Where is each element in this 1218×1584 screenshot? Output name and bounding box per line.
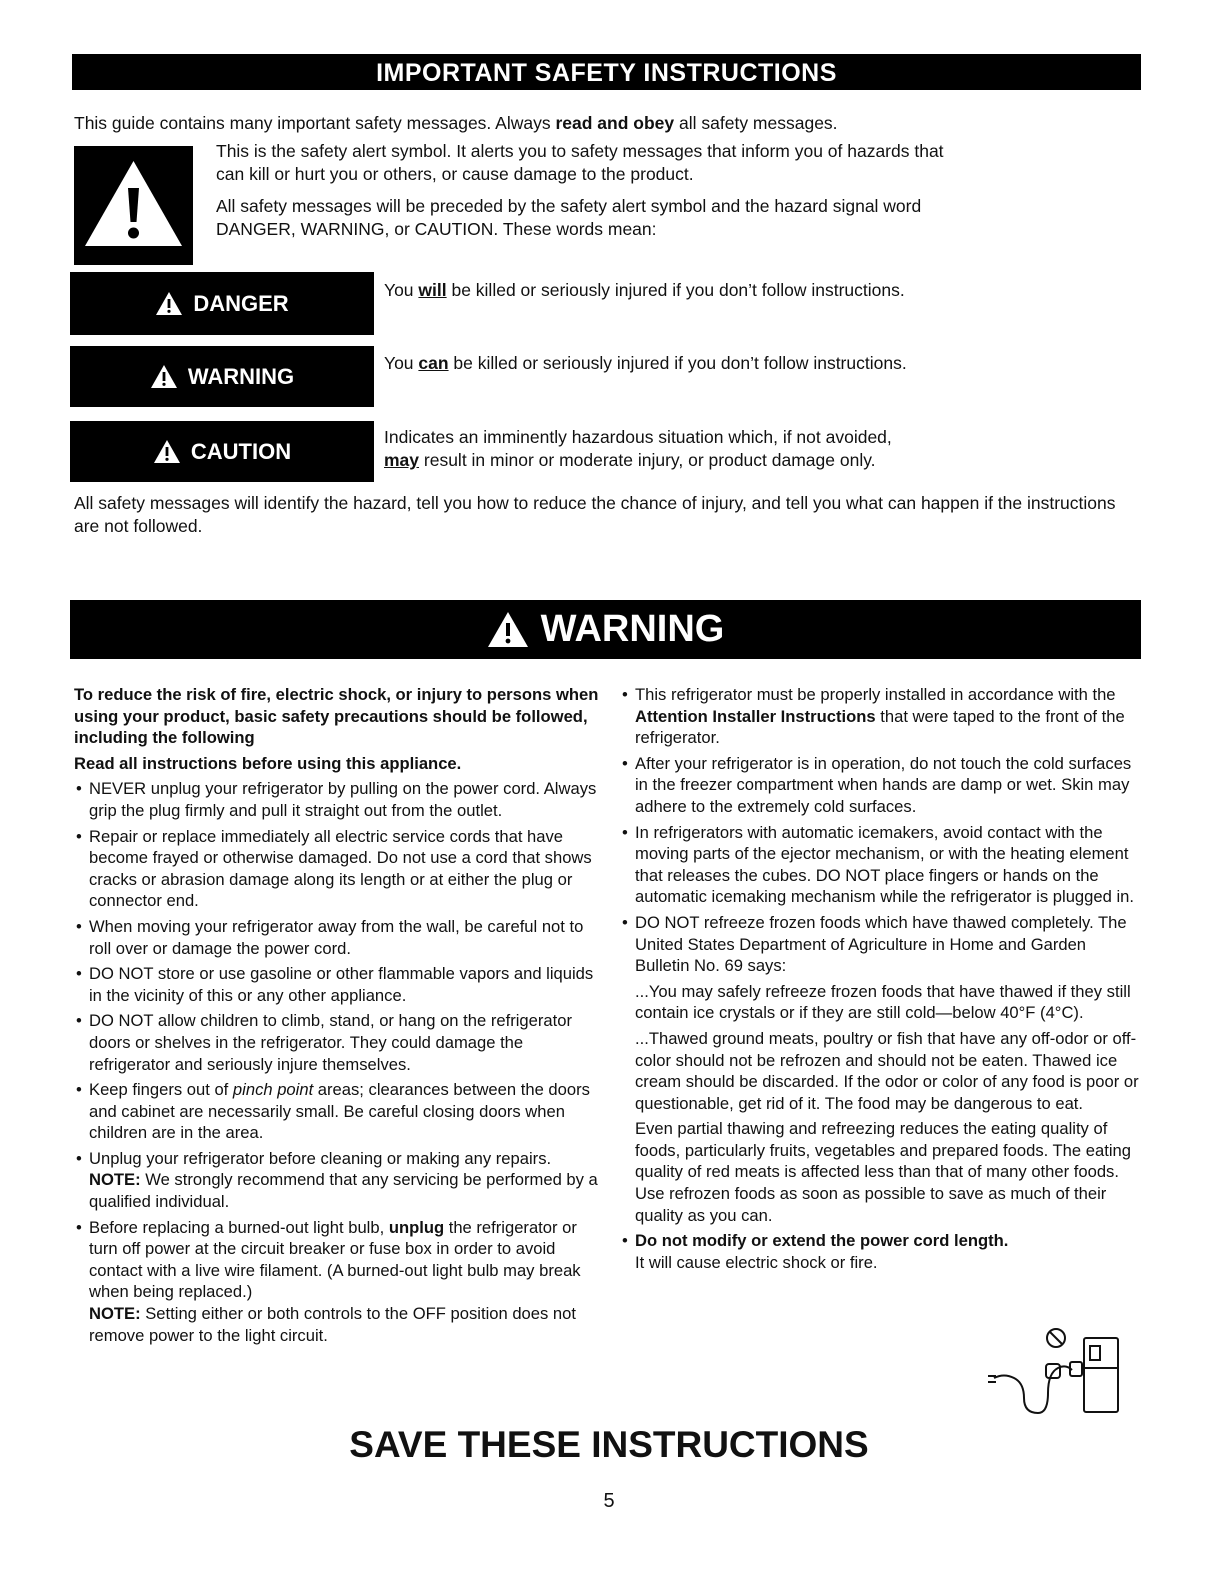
installer-pre: This refrigerator must be properly installed in accordance with the bbox=[635, 685, 1116, 704]
intro-text bbox=[74, 112, 1154, 135]
list-item: • In refrigerators with automatic icemakers, avoid contact with the moving parts of the ejector mechanism, or with the heating element that releases the cubes. DO NOT place fingers or hands on the automatic icemaking mechanism while the refrigerator is plugged in. bbox=[620, 822, 1144, 908]
warning-signal-box bbox=[70, 346, 374, 407]
left-list bbox=[74, 778, 599, 1346]
warning-triangle-icon bbox=[153, 439, 181, 464]
safety-alert-triangle-icon bbox=[74, 146, 193, 265]
list-item: • NEVER unplug your refrigerator by pulling on the power cord. Always grip the plug firmly and pull it straight out from the outlet. bbox=[74, 778, 599, 821]
installer-bold: Attention Installer Instructions bbox=[635, 706, 876, 726]
refreeze-quote-2: ...Thawed ground meats, poultry or fish that have any off-odor or off-color should not be refrozen and should not be eaten. Thawed ice cream should be discarded. If the odor or color of any food is poor or questionable, get rid of it. The food may be dangerous to eat. bbox=[635, 1028, 1139, 1113]
warning-banner-title: WARNING bbox=[540, 608, 725, 650]
alert-symbol-description bbox=[216, 140, 946, 241]
warning-left-column bbox=[74, 684, 599, 1350]
all-messages-text: All safety messages will identify the hazard, tell you how to reduce the chance of injury, and tell you what can happen if the instructions are not followed. bbox=[74, 493, 1116, 536]
list-item-unplug-cleaning bbox=[74, 1148, 599, 1213]
list-item-refreeze bbox=[620, 912, 1144, 1226]
warning-subheading: Read all instructions before using this appliance. bbox=[74, 753, 462, 773]
intro-after: all safety messages. bbox=[674, 113, 838, 133]
pinch-pre: Keep fingers out of bbox=[89, 1080, 233, 1100]
list-item-installer bbox=[620, 684, 1144, 749]
note-label: NOTE: bbox=[89, 1304, 141, 1324]
note-text: Setting either or both controls to the OFF position does not remove power to the light circuit. bbox=[89, 1304, 576, 1345]
warning-banner bbox=[70, 600, 1141, 659]
list-item: • DO NOT store or use gasoline or other flammable vapors and liquids in the vicinity of this or any other appliance. bbox=[74, 963, 599, 1006]
cord-bold: Do not modify or extend the power cord length. bbox=[635, 1231, 1009, 1251]
caution-label: CAUTION bbox=[190, 438, 292, 464]
warning-right-column bbox=[620, 684, 1144, 1277]
danger-def-emph: will bbox=[418, 280, 447, 300]
caution-definition bbox=[384, 426, 1084, 472]
list-item: • After your refrigerator is in operation, do not touch the cold surfaces in the freezer compartment when hands are damp or wet. Skin may adhere to the extremely cold surfaces. bbox=[620, 753, 1144, 818]
caution-def-line1: Indicates an imminently hazardous situation which, if not avoided, bbox=[384, 427, 892, 447]
safety-instructions-banner: IMPORTANT SAFETY INSTRUCTIONS bbox=[72, 54, 1141, 90]
danger-signal-box bbox=[70, 272, 374, 335]
caution-signal-box bbox=[70, 421, 374, 482]
warning-def-post: be killed or seriously injured if you don’t follow instructions. bbox=[448, 353, 907, 373]
pinch-post: areas; clearances between the doors and cabinet are necessarily small. Be careful closing doors when children are in the area. bbox=[89, 1080, 590, 1143]
warning-heading: To reduce the risk of fire, electric shock, or injury to persons when using your product, basic safety precautions should be followed, including the following bbox=[74, 685, 599, 748]
list-item: • DO NOT allow children to climb, stand, or hang on the refrigerator doors or shelves in the refrigerator. They could damage the refrigerator and seriously injure themselves. bbox=[74, 1010, 599, 1075]
save-instructions-heading: SAVE THESE INSTRUCTIONS bbox=[349, 1424, 869, 1465]
list-item-power-cord bbox=[620, 1230, 1015, 1273]
pinch-italic: pinch point bbox=[232, 1080, 314, 1100]
warning-definition bbox=[384, 352, 1084, 375]
caution-def-post: result in minor or moderate injury, or product damage only. bbox=[419, 450, 876, 470]
list-item: • Repair or replace immediately all electric service cords that have become frayed or otherwise damaged. Do not use a cord that shows cracks or abrasion damage along its length or at either the plug or connector end. bbox=[74, 826, 599, 912]
danger-label: DANGER bbox=[193, 290, 289, 316]
page-number: 5 bbox=[603, 1490, 615, 1512]
cord-text: It will cause electric shock or fire. bbox=[635, 1252, 878, 1272]
refreeze-paragraph: Even partial thawing and refreezing reduces the eating quality of foods, particularly fruits, vegetables and prepared foods. The eating quality of red meats is affected less than that of many other foods. Use refrozen foods as soon as possible to save as much of their quality as you can. bbox=[635, 1119, 1131, 1225]
list-item-light-bulb bbox=[74, 1217, 599, 1347]
warning-def-emph: can bbox=[418, 353, 449, 373]
intro-bold: read and obey bbox=[555, 113, 675, 133]
danger-def-pre: You bbox=[384, 280, 419, 300]
installer-post: that were taped to the front of the refrigerator. bbox=[635, 706, 1125, 748]
note-text: We strongly recommend that any servicing be performed by a qualified individual. bbox=[89, 1170, 598, 1212]
unplug-text: Unplug your refrigerator before cleaning or making any repairs. bbox=[89, 1148, 552, 1168]
bulb-post: the refrigerator or turn off power at the circuit breaker or fuse box in order to avoid contact with a live wire filament. (A burned-out light bulb may break when being replaced.) bbox=[89, 1217, 581, 1302]
note-label: NOTE: bbox=[89, 1170, 141, 1190]
refreeze-text: DO NOT refreeze frozen foods which have thawed completely. The United States Department of Agriculture in Home and Garden Bulletin No. 69 says: bbox=[635, 912, 1127, 976]
warning-label: WARNING bbox=[187, 363, 295, 389]
danger-definition bbox=[384, 279, 1084, 302]
no-extension-cord-illustration bbox=[984, 1318, 1134, 1423]
danger-def-post: be killed or seriously injured if you don’t follow instructions. bbox=[446, 280, 905, 300]
warning-triangle-icon bbox=[155, 291, 183, 316]
alert-para-1: This is the safety alert symbol. It alerts you to safety messages that inform you of hazards that can kill or hurt you or others, or cause damage to the product. bbox=[216, 141, 944, 184]
intro-before: This guide contains many important safety messages. Always bbox=[74, 113, 556, 133]
refreeze-quote-1: ...You may safely refreeze frozen foods that have thawed if they still contain ice crystals or if they are still cold—below 40°F (4°C). bbox=[635, 981, 1131, 1023]
warning-triangle-icon bbox=[150, 364, 178, 389]
list-item-pinch-point bbox=[74, 1079, 599, 1144]
warning-triangle-icon bbox=[487, 611, 529, 648]
list-item: • When moving your refrigerator away from the wall, be careful not to roll over or damage the power cord. bbox=[74, 916, 599, 959]
right-list bbox=[620, 684, 1144, 1273]
bulb-pre: Before replacing a burned-out light bulb, bbox=[89, 1217, 389, 1237]
warning-def-pre: You bbox=[384, 353, 419, 373]
caution-def-emph: may bbox=[384, 450, 420, 470]
bulb-bold: unplug bbox=[388, 1217, 445, 1237]
alert-para-2: All safety messages will be preceded by the safety alert symbol and the hazard signal word DANGER, WARNING, or CAUTION. These words mean: bbox=[216, 196, 922, 239]
